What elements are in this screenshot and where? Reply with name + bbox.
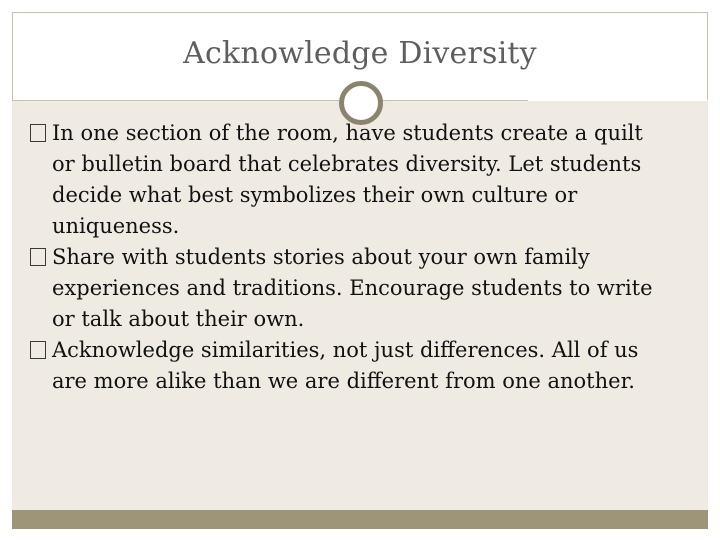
bullet-text: Share with students stories about your own family experiences and traditions. Encourage students to write or talk about their own. <box>52 245 653 331</box>
bullet-item <box>30 242 680 335</box>
empty-box-bullet-icon <box>30 124 46 142</box>
footer-bar <box>12 510 708 529</box>
bullet-item <box>30 335 680 397</box>
title-divider-right <box>378 100 528 101</box>
bullet-item <box>30 118 680 242</box>
title-divider-left <box>12 100 342 101</box>
slide-title: Acknowledge Diversity <box>183 36 537 71</box>
empty-box-bullet-icon <box>30 341 46 359</box>
bullet-text: In one section of the room, have students create a quilt or bulletin board that celebrates diversity. Let students decide what best symbolizes their own culture or uniqueness. <box>52 121 643 238</box>
bullet-list <box>30 118 680 397</box>
bullet-text: Acknowledge similarities, not just differences. All of us are more alike than we are different from one another. <box>52 338 639 393</box>
empty-box-bullet-icon <box>30 248 46 266</box>
